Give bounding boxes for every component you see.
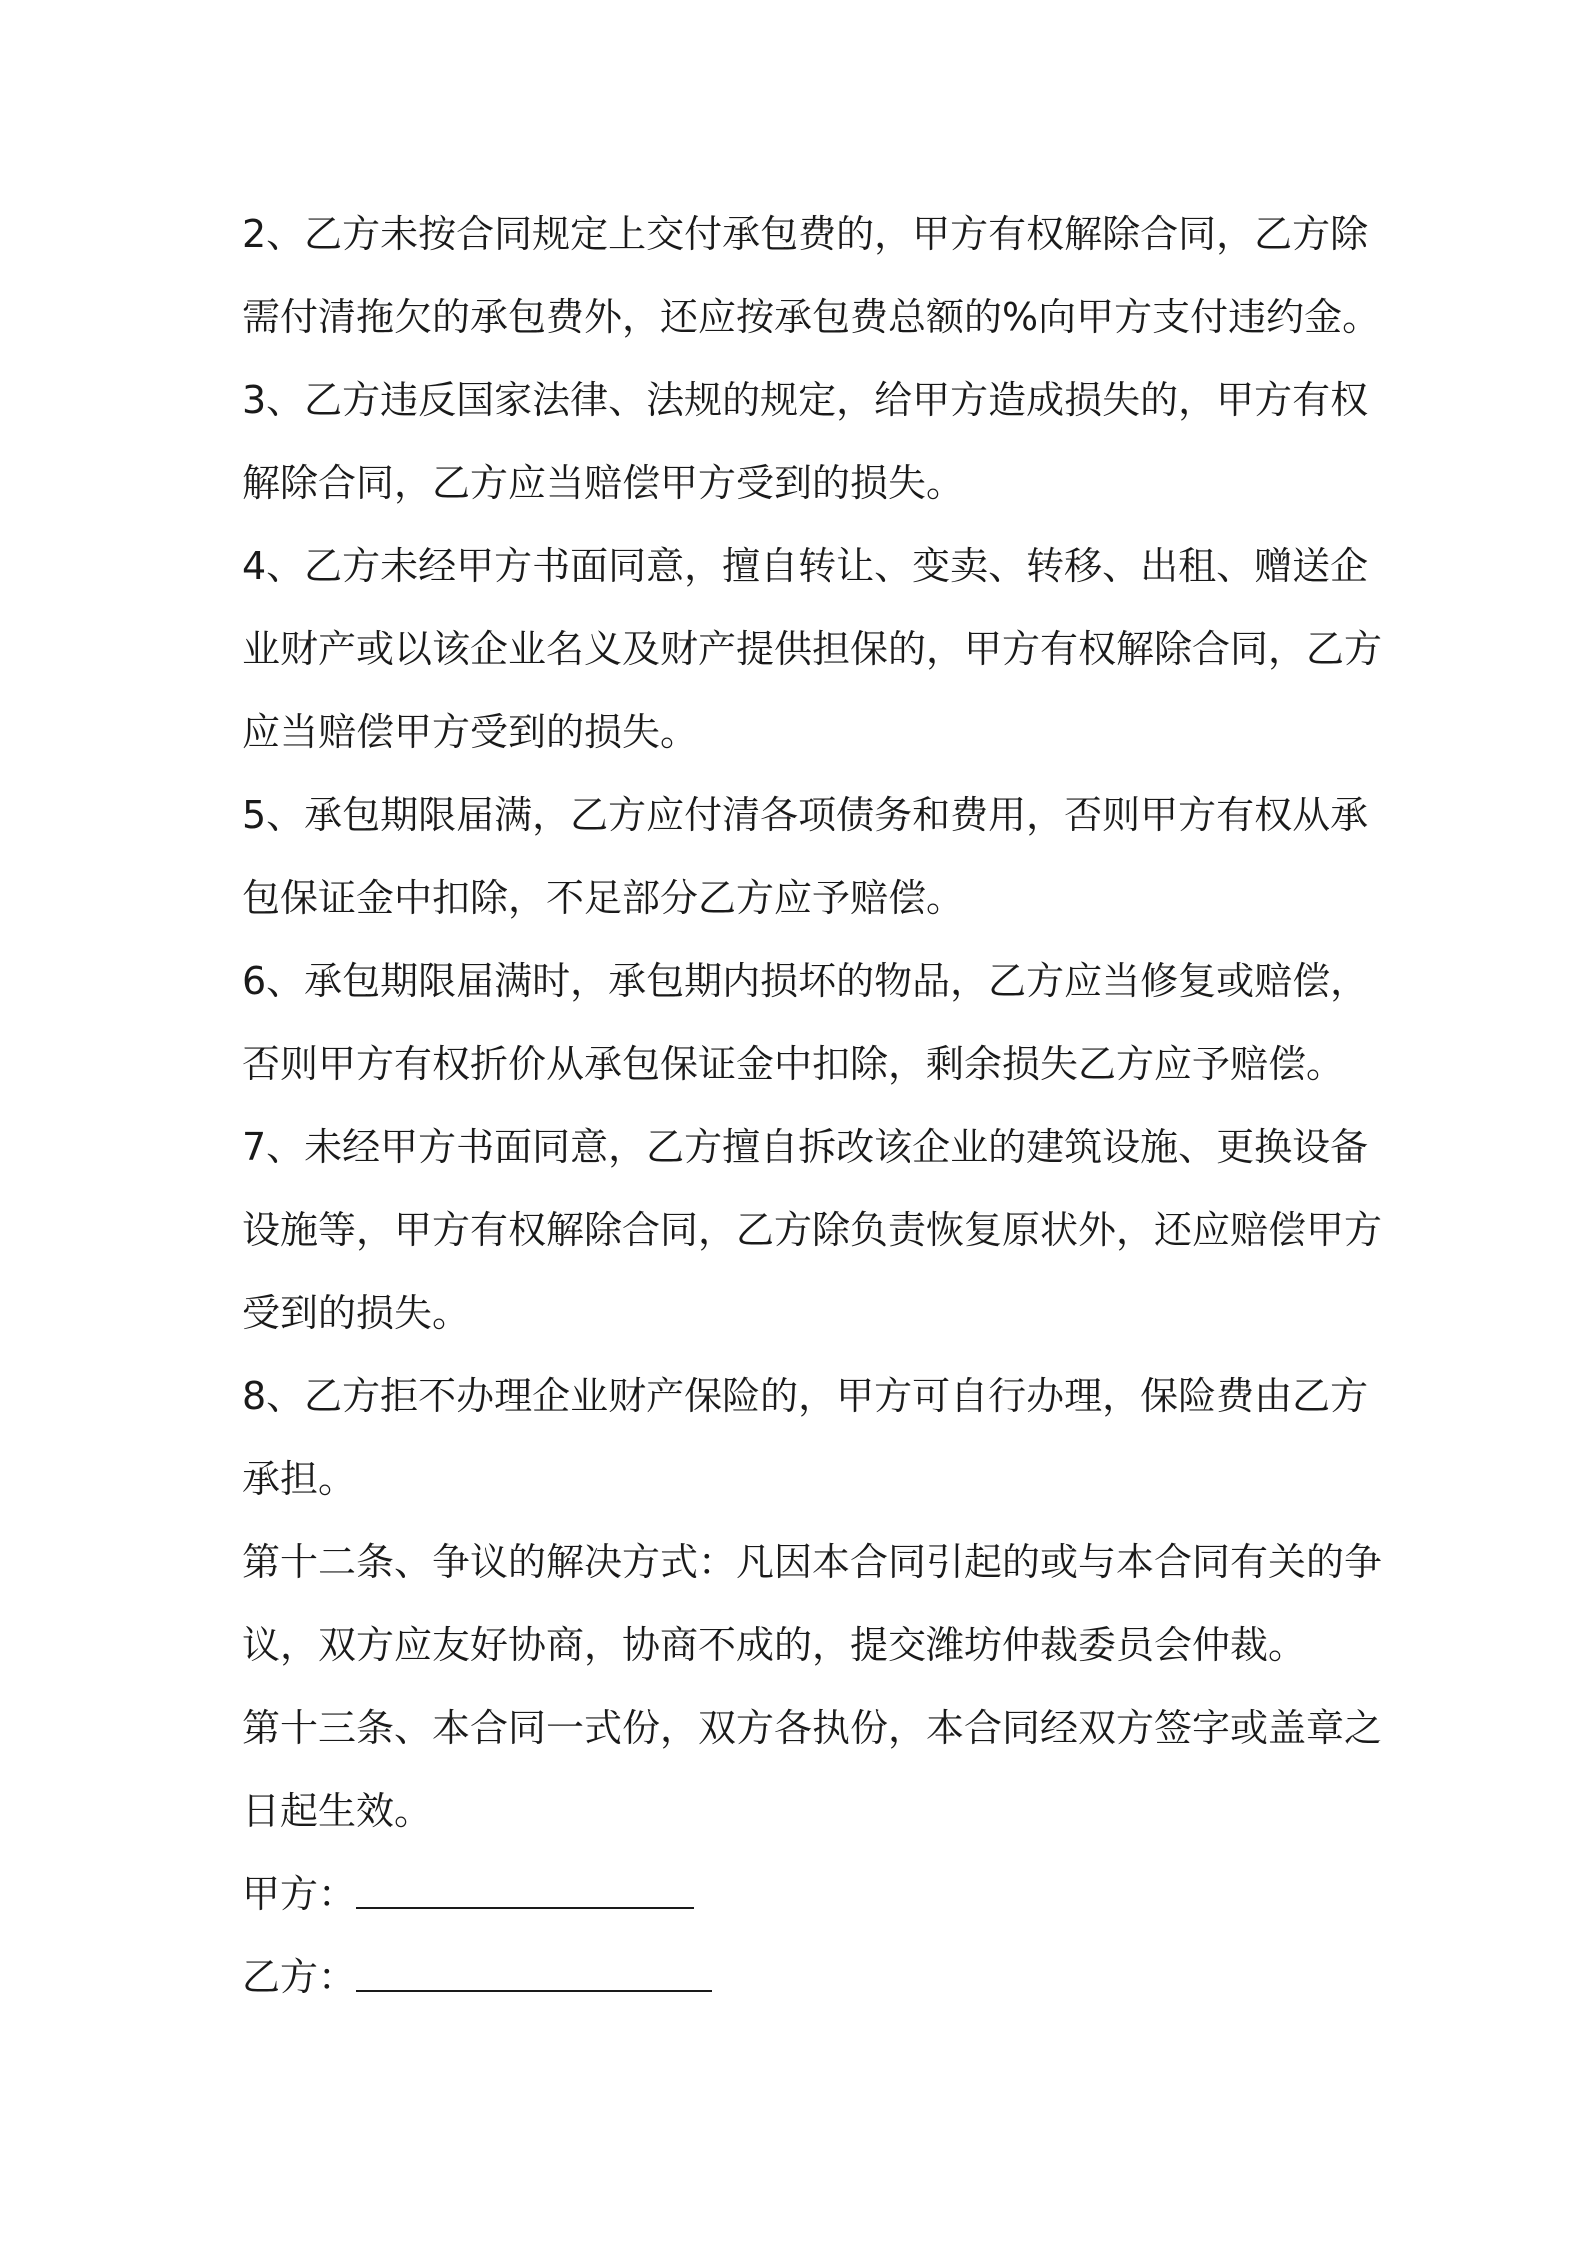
clause-line: 第十三条、本合同一式份，双方各执份，本合同经双方签字或盖章之 <box>242 1706 1383 1750</box>
clause-line: 承担。 <box>242 1457 357 1501</box>
party-b-signature-line <box>356 1990 712 1992</box>
clause-line: 5、承包期限届满，乙方应付清各项债务和费用，否则甲方有权从承 <box>242 793 1369 837</box>
party-a-label: 甲方： <box>242 1872 357 1916</box>
contract-body <box>242 193 1383 2019</box>
clause-line: 第十二条、争议的解决方式：凡因本合同引起的或与本合同有关的争 <box>242 1540 1383 1584</box>
clause-line: 应当赔偿甲方受到的损失。 <box>242 710 699 754</box>
clause-line: 7、未经甲方书面同意，乙方擅自拆改该企业的建筑设施、更换设备 <box>242 1125 1369 1169</box>
clause-line: 8、乙方拒不办理企业财产保险的，甲方可自行办理，保险费由乙方 <box>242 1374 1369 1418</box>
clause-line: 设施等，甲方有权解除合同，乙方除负责恢复原状外，还应赔偿甲方 <box>242 1208 1383 1252</box>
clause-line: 否则甲方有权折价从承包保证金中扣除，剩余损失乙方应予赔偿。 <box>242 1042 1345 1086</box>
clause-line: 解除合同，乙方应当赔偿甲方受到的损失。 <box>242 461 965 505</box>
party-a-signature-line <box>356 1907 694 1909</box>
clause-line: 议，双方应友好协商，协商不成的，提交潍坊仲裁委员会仲裁。 <box>242 1623 1307 1667</box>
clause-line: 受到的损失。 <box>242 1291 471 1335</box>
clause-line: 业财产或以该企业名义及财产提供担保的，甲方有权解除合同，乙方 <box>242 627 1383 671</box>
clause-line: 3、乙方违反国家法律、法规的规定，给甲方造成损失的，甲方有权 <box>242 378 1369 422</box>
clause-line: 包保证金中扣除，不足部分乙方应予赔偿。 <box>242 876 965 920</box>
party-b-signature <box>242 1936 1362 2019</box>
party-a-signature <box>242 1853 1362 1936</box>
clause-line: 2、乙方未按合同规定上交付承包费的，甲方有权解除合同，乙方除 <box>242 212 1369 256</box>
clause-line: 日起生效。 <box>242 1789 433 1833</box>
clause-line: 6、承包期限届满时，承包期内损坏的物品，乙方应当修复或赔偿， <box>242 959 1369 1003</box>
clause-line: 4、乙方未经甲方书面同意，擅自转让、变卖、转移、出租、赠送企 <box>242 544 1369 588</box>
clause-line: 需付清拖欠的承包费外，还应按承包费总额的%向甲方支付违约金。 <box>242 295 1381 339</box>
party-b-label: 乙方： <box>242 1955 357 1999</box>
